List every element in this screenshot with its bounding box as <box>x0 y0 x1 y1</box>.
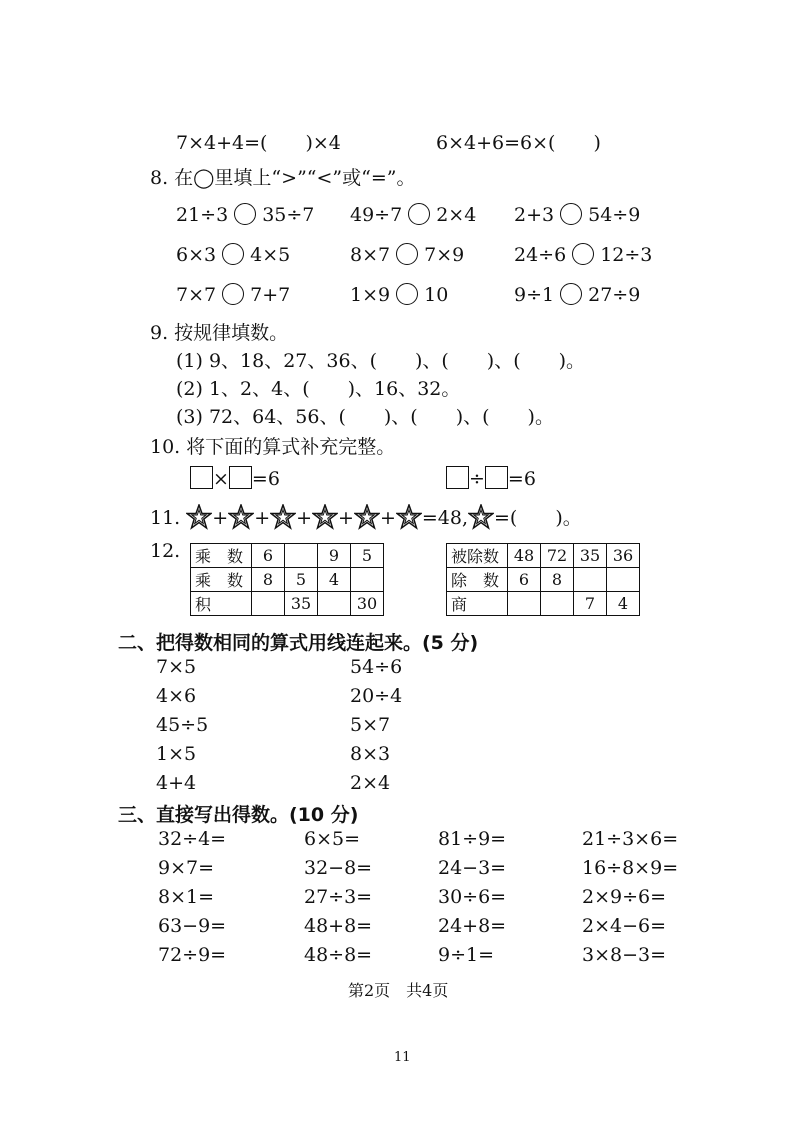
comparison-item <box>514 283 640 306</box>
q10-operator-1: × <box>213 468 229 490</box>
comparison-right: 7+7 <box>250 284 291 306</box>
calculation-item[interactable]: 3×8−3= <box>582 944 667 966</box>
comparison-right: 7×9 <box>424 244 465 266</box>
answer-circle[interactable] <box>396 283 418 305</box>
star-icon <box>312 504 338 530</box>
answer-circle[interactable] <box>222 243 244 265</box>
q10-equation-1 <box>190 466 280 490</box>
match-left-expression[interactable]: 7×5 <box>156 656 197 678</box>
comparison-left: 2+3 <box>514 204 555 226</box>
star-icon <box>354 504 380 530</box>
table-cell: 35 <box>285 592 318 616</box>
table-cell: 6 <box>252 544 285 568</box>
calculation-item[interactable]: 48÷8= <box>304 944 373 966</box>
comparison-item <box>350 283 448 306</box>
calculation-item[interactable]: 27÷3= <box>304 886 373 908</box>
q11-answer-blank: =( )。 <box>494 507 582 529</box>
comparison-right: 4×5 <box>250 244 291 266</box>
answer-circle[interactable] <box>234 203 256 225</box>
table-cell: 7 <box>574 592 607 616</box>
table-cell[interactable] <box>351 568 384 592</box>
calculation-item[interactable]: 48+8= <box>304 915 373 937</box>
table-cell: 5 <box>285 568 318 592</box>
q7-equation-a: 7×4+4=( )×4 <box>176 132 341 154</box>
comparison-left: 9÷1 <box>514 284 555 306</box>
table-row-label: 被除数 <box>447 544 508 568</box>
table-row-label: 积 <box>191 592 252 616</box>
comparison-right: 2×4 <box>436 204 477 226</box>
match-left-expression[interactable]: 1×5 <box>156 743 197 765</box>
plus-sign: + <box>379 507 396 529</box>
table-cell[interactable] <box>607 568 640 592</box>
calculation-item[interactable]: 16÷8×9= <box>582 857 679 879</box>
table-cell[interactable] <box>508 592 541 616</box>
q10-title: 10. 将下面的算式补充完整。 <box>150 436 396 458</box>
calculation-item[interactable]: 6×5= <box>304 828 361 850</box>
table-cell: 5 <box>351 544 384 568</box>
q8-title: 8. 在◯里填上“>”“<”或“=”。 <box>150 167 416 189</box>
table-row <box>447 592 640 616</box>
table-row <box>447 544 640 568</box>
plus-sign: + <box>254 507 271 529</box>
calculation-item[interactable]: 2×9÷6= <box>582 886 667 908</box>
match-right-expression[interactable]: 2×4 <box>350 772 391 794</box>
answer-circle[interactable] <box>222 283 244 305</box>
calculation-item[interactable]: 32−8= <box>304 857 373 879</box>
table-cell[interactable] <box>574 568 607 592</box>
q11-number: 11. <box>150 507 181 529</box>
comparison-right: 10 <box>424 284 449 306</box>
q12-division-table <box>446 543 640 616</box>
answer-circle[interactable] <box>560 283 582 305</box>
answer-box[interactable] <box>446 466 469 489</box>
star-icon <box>468 504 494 530</box>
table-row <box>191 568 384 592</box>
comparison-item <box>176 243 290 266</box>
calculation-item[interactable]: 24−3= <box>438 857 507 879</box>
table-row-label: 乘 数 <box>191 544 252 568</box>
calculation-item[interactable]: 63−9= <box>158 915 227 937</box>
comparison-left: 7×7 <box>176 284 217 306</box>
comparison-left: 1×9 <box>350 284 391 306</box>
match-right-expression[interactable]: 54÷6 <box>350 656 403 678</box>
table-row <box>191 544 384 568</box>
star-icon <box>270 504 296 530</box>
answer-circle[interactable] <box>572 243 594 265</box>
table-row <box>447 568 640 592</box>
table-cell: 36 <box>607 544 640 568</box>
comparison-item <box>514 243 652 266</box>
comparison-right: 27÷9 <box>588 284 641 306</box>
calculation-item[interactable]: 72÷9= <box>158 944 227 966</box>
q11-equals-total: =48, <box>421 507 469 529</box>
plus-sign: + <box>296 507 313 529</box>
star-icon <box>396 504 422 530</box>
comparison-item <box>176 203 314 226</box>
comparison-left: 21÷3 <box>176 204 229 226</box>
answer-box[interactable] <box>190 466 213 489</box>
plus-sign: + <box>338 507 354 529</box>
table-cell[interactable] <box>285 544 318 568</box>
table-cell: 4 <box>318 568 351 592</box>
comparison-item <box>514 203 640 226</box>
comparison-left: 8×7 <box>350 244 391 266</box>
q12-multiplication-table <box>190 543 384 616</box>
match-right-expression[interactable]: 5×7 <box>350 714 391 736</box>
match-left-expression[interactable]: 4×6 <box>156 685 197 707</box>
q10-result-2: =6 <box>507 468 536 490</box>
match-right-expression[interactable]: 8×3 <box>350 743 391 765</box>
table-cell: 35 <box>574 544 607 568</box>
table-cell: 9 <box>318 544 351 568</box>
table-row-label: 除 数 <box>447 568 508 592</box>
section3-title: 三、直接写出得数。(10 分) <box>118 804 359 826</box>
calculation-item[interactable]: 24+8= <box>438 915 507 937</box>
calculation-item[interactable]: 81÷9= <box>438 828 507 850</box>
table-row <box>191 592 384 616</box>
q9-line-3: (3) 72、64、56、( )、( )、( )。 <box>176 406 554 428</box>
q10-equation-2 <box>446 466 536 490</box>
page-indicator: 第2页 共4页 <box>348 981 449 1000</box>
q12-number: 12. <box>150 540 181 562</box>
table-row-label: 商 <box>447 592 508 616</box>
comparison-item <box>350 203 476 226</box>
q7-equation-b: 6×4+6=6×( ) <box>436 132 601 154</box>
star-icon <box>228 504 254 530</box>
q10-operator-2: ÷ <box>469 468 485 490</box>
comparison-left: 6×3 <box>176 244 217 266</box>
table-row-label: 乘 数 <box>191 568 252 592</box>
answer-circle[interactable] <box>396 243 418 265</box>
table-cell[interactable] <box>252 592 285 616</box>
answer-circle[interactable] <box>560 203 582 225</box>
table-cell: 6 <box>508 568 541 592</box>
comparison-left: 24÷6 <box>514 244 567 266</box>
calculation-item[interactable]: 32÷4= <box>158 828 227 850</box>
calculation-item[interactable]: 9×7= <box>158 857 215 879</box>
table-cell[interactable] <box>318 592 351 616</box>
comparison-item <box>350 243 464 266</box>
table-cell: 72 <box>541 544 574 568</box>
answer-box[interactable] <box>485 466 508 489</box>
match-left-expression[interactable]: 45÷5 <box>156 714 209 736</box>
page-number: 11 <box>394 1050 411 1065</box>
comparison-right: 35÷7 <box>262 204 315 226</box>
star-icon <box>186 504 212 530</box>
comparison-left: 49÷7 <box>350 204 403 226</box>
comparison-right: 54÷9 <box>588 204 641 226</box>
table-cell: 8 <box>252 568 285 592</box>
table-cell: 4 <box>607 592 640 616</box>
comparison-item <box>176 283 290 306</box>
q10-result-1: =6 <box>251 468 280 490</box>
q11-star-equation <box>150 503 582 530</box>
calculation-item[interactable]: 9÷1= <box>438 944 495 966</box>
table-cell[interactable] <box>541 592 574 616</box>
answer-box[interactable] <box>229 466 252 489</box>
match-right-expression[interactable]: 20÷4 <box>350 685 403 707</box>
table-cell: 8 <box>541 568 574 592</box>
q9-title: 9. 按规律填数。 <box>150 322 289 344</box>
section2-title: 二、把得数相同的算式用线连起来。(5 分) <box>118 632 479 654</box>
table-cell: 48 <box>508 544 541 568</box>
calculation-item[interactable]: 8×1= <box>158 886 215 908</box>
plus-sign: + <box>212 507 229 529</box>
calculation-item[interactable]: 21÷3×6= <box>582 828 679 850</box>
q9-line-2: (2) 1、2、4、( )、16、32。 <box>176 378 461 400</box>
table-cell: 30 <box>351 592 384 616</box>
comparison-right: 12÷3 <box>600 244 653 266</box>
calculation-item[interactable]: 30÷6= <box>438 886 507 908</box>
match-left-expression[interactable]: 4+4 <box>156 772 197 794</box>
q9-line-1: (1) 9、18、27、36、( )、( )、( )。 <box>176 350 586 372</box>
calculation-item[interactable]: 2×4−6= <box>582 915 667 937</box>
answer-circle[interactable] <box>408 203 430 225</box>
